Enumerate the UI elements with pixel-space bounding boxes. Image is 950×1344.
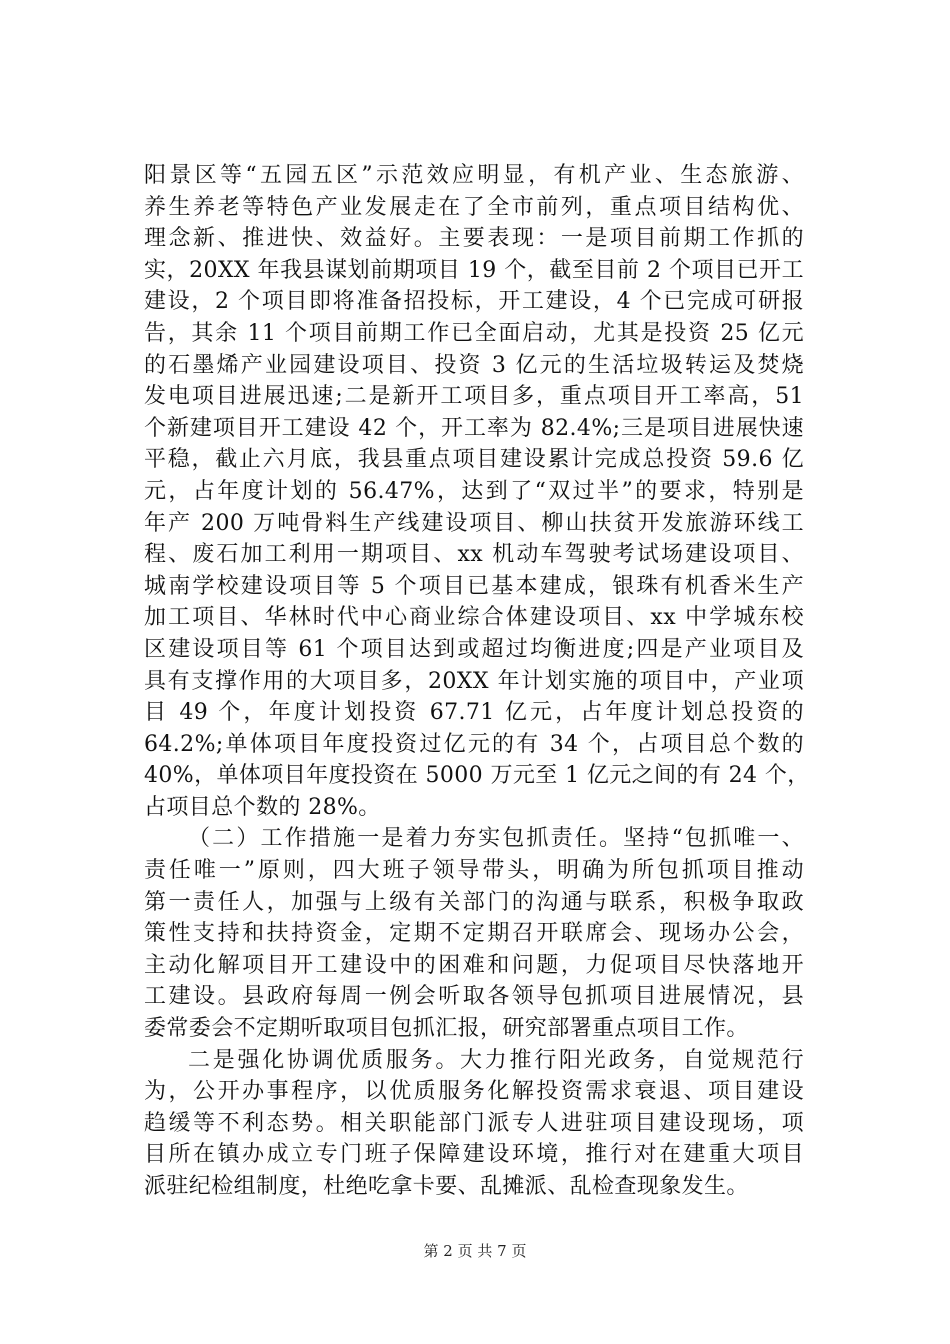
text-line: 占项目总个数的 28%。 — [144, 794, 381, 820]
page-number-label: 第 2 页 共 7 页 — [423, 1242, 527, 1260]
text-line: 工建设。县政府每周一例会听取各领导包抓项目进展情况，县 — [144, 984, 804, 1010]
paragraph-start-line: （二）工作措施一是着力夯实包抓责任。坚持“包抓唯一、 — [188, 826, 804, 852]
text-line: 养生养老等特色产业发展走在了全市前列，重点项目结构优、 — [144, 194, 804, 220]
text-line: 建设，2 个项目即将准备招投标，开工建设，4 个已完成可研报 — [144, 289, 804, 315]
text-line: 程、废石加工利用一期项目、xx 机动车驾驶考试场建设项目、 — [144, 542, 804, 568]
text-line: 策性支持和扶持资金，定期不定期召开联席会、现场办公会， — [144, 921, 804, 947]
text-line: 40%，单体项目年度投资在 5000 万元至 1 亿元之间的有 24 个， — [144, 763, 810, 789]
text-line: 告，其余 11 个项目前期工作已全面启动，尤其是投资 25 亿元 — [144, 320, 804, 346]
text-line: 派驻纪检组制度，杜绝吃拿卡要、乱摊派、乱检查现象发生。 — [144, 1174, 749, 1199]
text-line: 加工项目、华林时代中心商业综合体建设项目、xx 中学城东校 — [144, 605, 804, 631]
text-line: 城南学校建设项目等 5 个项目已基本建成，银珠有机香米生产 — [144, 573, 804, 599]
text-line: 主动化解项目开工建设中的困难和问题，力促项目尽快落地开 — [144, 952, 804, 978]
page-footer — [0, 1240, 950, 1261]
text-line: 平稳，截止六月底，我县重点项目建设累计完成总投资 59.6 亿 — [144, 447, 804, 473]
text-line: 年产 200 万吨骨料生产线建设项目、柳山扶贫开发旅游环线工 — [144, 510, 804, 536]
text-line: 个新建项目开工建设 42 个，开工率为 82.4%;三是项目进展快速 — [144, 415, 804, 441]
text-line: 第一责任人，加强与上级有关部门的沟通与联系，积极争取政 — [144, 889, 804, 915]
text-line: 具有支撑作用的大项目多，20XX 年计划实施的项目中，产业项 — [144, 668, 804, 694]
text-line: 目所在镇办成立专门班子保障建设环境，推行对在建重大项目 — [144, 1142, 804, 1168]
text-line: 的石墨烯产业园建设项目、投资 3 亿元的生活垃圾转运及焚烧 — [144, 352, 804, 378]
text-line: 元，占年度计划的 56.47%，达到了“双过半”的要求，特别是 — [144, 478, 804, 504]
paragraph-start-line: 二是强化协调优质服务。大力推行阳光政务，自觉规范行 — [188, 1047, 804, 1073]
text-line: 区建设项目等 61 个项目达到或超过均衡进度;四是产业项目及 — [144, 636, 804, 662]
body-text — [144, 160, 810, 1203]
text-line: 为，公开办事程序，以优质服务化解投资需求衰退、项目建设 — [144, 1079, 804, 1105]
text-line: 实，20XX 年我县谋划前期项目 19 个，截至目前 2 个项目已开工 — [144, 257, 804, 283]
text-line: 趋缓等不利态势。相关职能部门派专人进驻项目建设现场，项 — [144, 1110, 804, 1136]
text-line: 目 49 个，年度计划投资 67.71 亿元，占年度计划总投资的 — [144, 700, 804, 726]
text-line: 责任唯一”原则，四大班子领导带头，明确为所包抓项目推动 — [144, 858, 804, 884]
text-line: 发电项目进展迅速;二是新开工项目多，重点项目开工率高，51 — [144, 384, 804, 410]
text-line: 理念新、推进快、效益好。主要表现：一是项目前期工作抓的 — [144, 226, 804, 252]
text-line: 委常委会不定期听取项目包抓汇报，研究部署重点项目工作。 — [144, 1016, 749, 1042]
text-line: 阳景区等“五园五区”示范效应明显，有机产业、生态旅游、 — [144, 163, 804, 188]
text-line: 64.2%;单体项目年度投资过亿元的有 34 个，占项目总个数的 — [144, 731, 804, 757]
